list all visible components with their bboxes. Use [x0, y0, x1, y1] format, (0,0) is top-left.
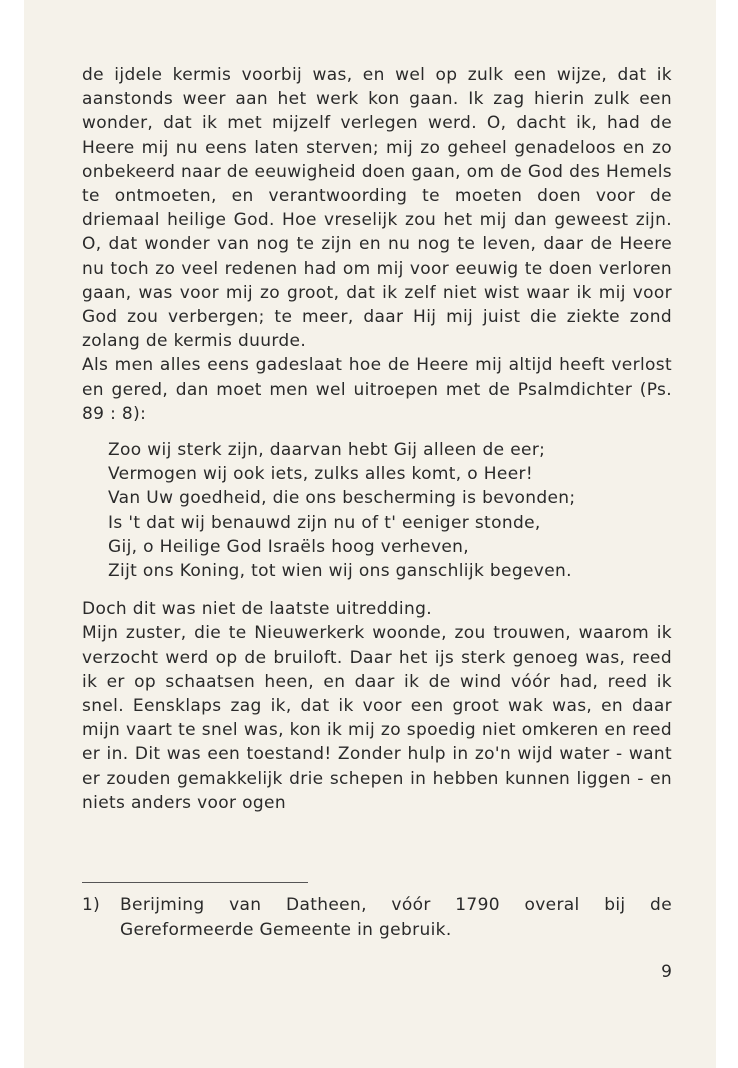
poem-line: Van Uw goedheid, die ons bescherming is bevonden;: [108, 488, 576, 509]
footnote-marker: 1): [82, 895, 101, 915]
paragraph: de ijdele kermis voorbij was, en wel op zulk een wijze, dat ik aanstonds weer aan het werk kon gaan. Ik zag hierin zulk een wonder, dat ik met mijzelf verlegen werd. O, dacht ik, had de Heere mij nu eens laten sterven; mij zo geheel genadeloos en zo onbekeerd naar de eeuwigheid doen gaan, om de God des Hemels te ontmoeten, en verantwoording te moeten doen voor de driemaal heilige God. Hoe vreselijk zou het mij dan geweest zijn. O, dat wonder van nog te zijn en nu nog te leven, daar de Heere nu toch zo veel redenen had om mij voor eeuwig te doen verloren gaan, was voor mij zo groot, dat ik zelf niet wist waar ik mij voor God zou verbergen; te meer, daar Hij mij juist die ziekte zond zolang de kermis duurde.: [82, 65, 672, 352]
poem-line: Vermogen wij ook iets, zulks alles komt, o Heer!: [108, 464, 534, 485]
page-number: 9: [661, 962, 672, 982]
footnote: [82, 893, 672, 943]
paragraph: Als men alles eens gadeslaat hoe de Heere mij altijd heeft verlost en gered, dan moet men wel uitroepen met de Psalmdichter (Ps. 89 : 8):: [82, 355, 672, 424]
footnote-divider: [82, 882, 308, 883]
footnote-text: Berijming van Datheen, vóór 1790 overal bij de Gereformeerde Gemeente in gebruik.: [120, 895, 672, 940]
poem-line: Zoo wij sterk zijn, daarvan hebt Gij alleen de eer;: [108, 440, 546, 461]
paragraph: Mijn zuster, die te Nieuwerkerk woonde, zou trouwen, waarom ik verzocht werd op de bruiloft. Daar het ijs sterk genoeg was, reed ik er op schaatsen heen, en daar ik de wind vóór had, reed ik snel. Eensklaps zag ik, dat ik voor een groot wak was, en daar mijn vaart te snel was, kon ik mij zo spoedig niet omkeren en reed er in. Dit was een toestand! Zonder hulp in zo'n wijd water - want er zouden gemakkelijk drie schepen in hebben kunnen liggen - en niets anders voor ogen: [82, 623, 672, 813]
body-text: [82, 63, 672, 815]
paragraph: Doch dit was niet de laatste uitredding.: [82, 599, 432, 620]
poem-line: Is 't dat wij benauwd zijn nu of t' eeniger stonde,: [108, 512, 541, 533]
poem-line: Gij, o Heilige God Israëls hoog verheven,: [108, 536, 470, 557]
poem-line: Zijt ons Koning, tot wien wij ons ganschlijk begeven.: [108, 561, 572, 582]
psalm-quote: [108, 438, 672, 583]
